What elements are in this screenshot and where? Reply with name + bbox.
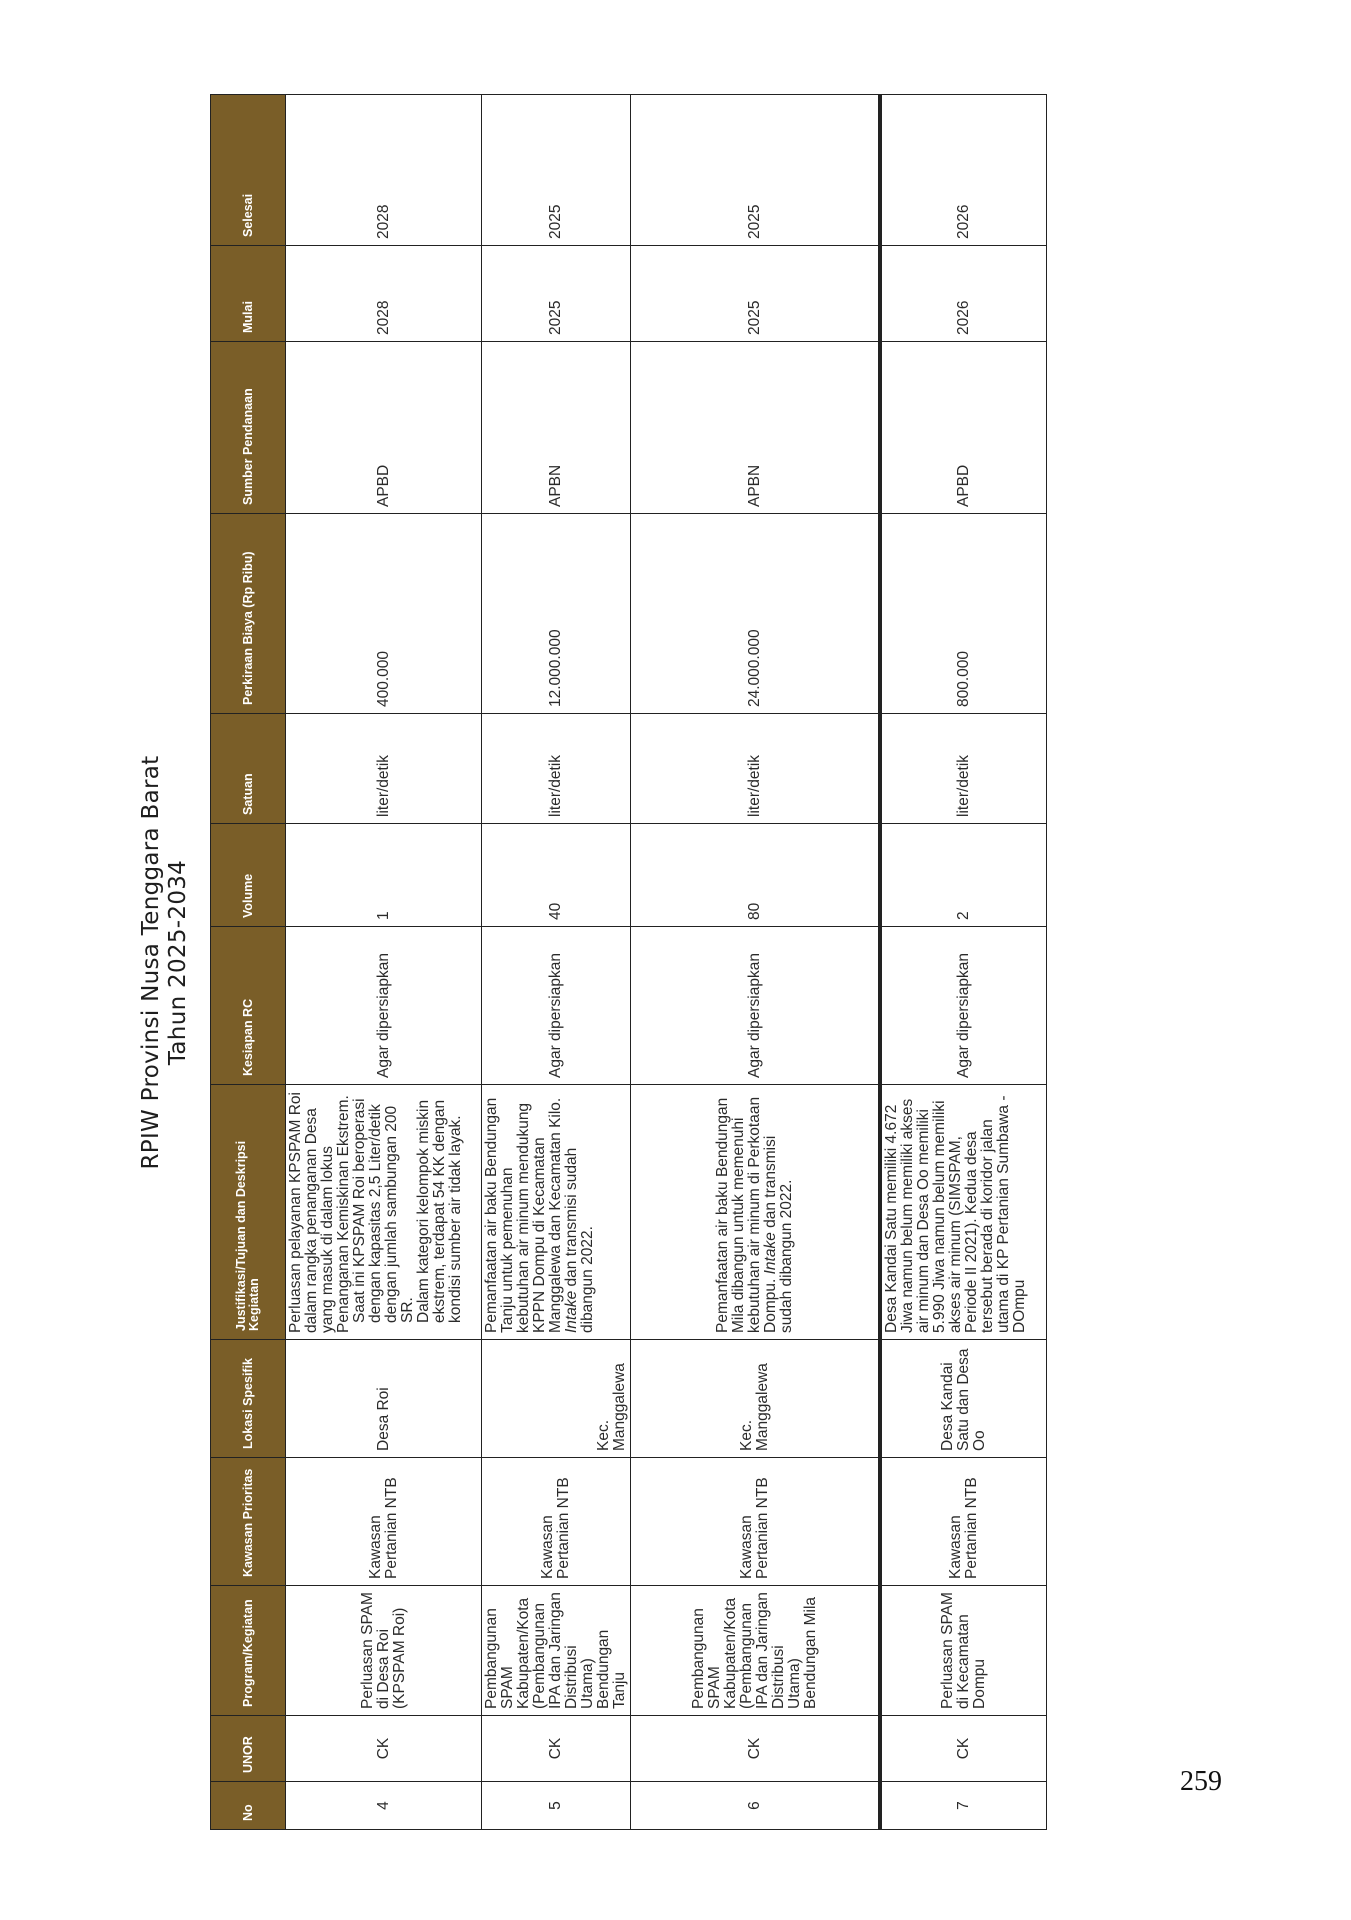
justifikasi-paragraph: Saat ini KPSPAM Roi beroperasi dengan kapasitas 2,5 Liter/detik dengan jumlah sambungan 200 SR. <box>351 1098 416 1323</box>
cell-satuan: liter/detik <box>286 714 482 824</box>
table-row <box>286 95 482 1830</box>
col-header-program: Program/Kegiatan <box>211 1586 286 1716</box>
cell-biaya: 800.000 <box>880 514 1047 714</box>
cell-lokasi: Desa Kandai Satu dan Desa Oo <box>880 1340 1047 1458</box>
cell-program: Pembangunan SPAM Kabupaten/Kota (Pembangunan IPA dan Jaringan Distribusi Utama) Bendungan Tanju <box>482 1586 631 1716</box>
col-header-volume: Volume <box>211 824 286 927</box>
cell-biaya: 24.000.000 <box>631 514 881 714</box>
cell-no: 5 <box>482 1782 631 1830</box>
program-table <box>210 94 1047 1830</box>
cell-justifikasi: Desa Kandai Satu memiliki 4.672 Jiwa namun belum memiliki akses air minum dan Desa Oo memiliki 5.990 Jiwa namun belum memiliki akses air minum (SIMSPAM, Periode II 2021). Kedua desa tersebut berada di koridor jalan utama di KP Pertanian Sumbawa - DOmpu <box>880 1085 1047 1340</box>
cell-sumber: APBN <box>631 342 881 514</box>
cell-kawasan: Kawasan Pertanian NTB <box>482 1458 631 1586</box>
header-line-1: RPIW Provinsi Nusa Tenggara Barat <box>138 755 164 1170</box>
cell-sumber: APBN <box>482 342 631 514</box>
rotated-page <box>138 95 1060 1830</box>
justifikasi-text: Pemanfaatan air baku Bendungan Mila dibangun untuk memenuhi kebutuhan air minum di Perkotaan Dompu. <box>713 1096 779 1333</box>
cell-mulai: 2026 <box>880 246 1047 342</box>
cell-justifikasi <box>482 1085 631 1340</box>
header-line-2: Tahun 2025-2034 <box>165 859 191 1066</box>
cell-biaya: 400.000 <box>286 514 482 714</box>
justifikasi-text: Pemanfaatan air baku Bendungan Tanju untuk pemenuhan kebutuhan air minum mendukung KPPN Dompu di Kecamatan Manggalewa dan Kecamatan Kilo. <box>483 1097 564 1333</box>
col-header-no: No <box>211 1782 286 1830</box>
justifikasi-paragraph: Perluasan pelayanan KPSPAM Roi dalam rangka penanganan Desa yang masuk di dalam lokus Penanganan Kemiskinan Ekstrem. <box>287 1092 352 1333</box>
cell-sumber: APBD <box>880 342 1047 514</box>
cell-unor: CK <box>482 1716 631 1782</box>
cell-volume: 1 <box>286 824 482 927</box>
col-header-satuan: Satuan <box>211 714 286 824</box>
cell-unor: CK <box>880 1716 1047 1782</box>
cell-kawasan: Kawasan Pertanian NTB <box>286 1458 482 1586</box>
table-row <box>880 95 1047 1830</box>
cell-kawasan: Kawasan Pertanian NTB <box>880 1458 1047 1586</box>
cell-mulai: 2025 <box>631 246 881 342</box>
cell-kawasan: Kawasan Pertanian NTB <box>631 1458 881 1586</box>
cell-kesiapan: Agar dipersiapkan <box>482 927 631 1085</box>
cell-unor: CK <box>286 1716 482 1782</box>
cell-biaya: 12.000.000 <box>482 514 631 714</box>
table-row <box>482 95 631 1830</box>
cell-selesai: 2025 <box>631 95 881 246</box>
cell-volume: 40 <box>482 824 631 927</box>
page-header <box>138 95 192 1830</box>
cell-selesai: 2025 <box>482 95 631 246</box>
justifikasi-text: dan transmisi sudah dibangun 2022. <box>761 1135 795 1333</box>
cell-program: Perluasan SPAM di Kecamatan Dompu <box>880 1586 1047 1716</box>
cell-kesiapan: Agar dipersiapkan <box>631 927 881 1085</box>
cell-selesai: 2028 <box>286 95 482 246</box>
cell-no: 7 <box>880 1782 1047 1830</box>
cell-satuan: liter/detik <box>482 714 631 824</box>
cell-lokasi: Kec. Manggalewa <box>631 1340 881 1458</box>
col-header-mulai: Mulai <box>211 246 286 342</box>
cell-volume: 80 <box>631 824 881 927</box>
cell-selesai: 2026 <box>880 95 1047 246</box>
col-header-sumber: Sumber Pendanaan <box>211 342 286 514</box>
cell-satuan: liter/detik <box>631 714 881 824</box>
col-header-selesai: Selesai <box>211 95 286 246</box>
cell-kesiapan: Agar dipersiapkan <box>880 927 1047 1085</box>
col-header-justifikasi: Justifikasi/Tujuan dan Deskripsi Kegiatan <box>211 1085 286 1340</box>
col-header-unor: UNOR <box>211 1716 286 1782</box>
table-header-row <box>211 95 286 1830</box>
justifikasi-italic: Intake <box>563 1290 580 1333</box>
cell-program: Pembangunan SPAM Kabupaten/Kota (Pembangunan IPA dan Jaringan Distribusi Utama) Bendungan Mila <box>631 1586 881 1716</box>
cell-unor: CK <box>631 1716 881 1782</box>
justifikasi-text: dan transmisi sudah dibangun 2022. <box>563 1147 596 1333</box>
page-number: 259 <box>1180 1766 1222 1797</box>
cell-lokasi: Desa Roi <box>286 1340 482 1458</box>
cell-justifikasi <box>631 1085 881 1340</box>
col-header-kesiapan: Kesiapan RC <box>211 927 286 1085</box>
col-header-lokasi: Lokasi Spesifik <box>211 1340 286 1458</box>
cell-program: Perluasan SPAM di Desa Roi (KPSPAM Roi) <box>286 1586 482 1716</box>
justifikasi-paragraph: Dalam kategori kelompok miskin ekstrem, terdapat 54 KK dengan kondisi sumber air tidak layak. <box>415 1099 464 1323</box>
col-header-biaya: Perkiraan Biaya (Rp Ribu) <box>211 514 286 714</box>
cell-satuan: liter/detik <box>880 714 1047 824</box>
col-header-kawasan: Kawasan Prioritas <box>211 1458 286 1586</box>
cell-sumber: APBD <box>286 342 482 514</box>
table-row <box>631 95 881 1830</box>
cell-justifikasi <box>286 1085 482 1340</box>
cell-no: 4 <box>286 1782 482 1830</box>
cell-mulai: 2025 <box>482 246 631 342</box>
cell-kesiapan: Agar dipersiapkan <box>286 927 482 1085</box>
justifikasi-italic: Intake <box>761 1232 779 1275</box>
cell-mulai: 2028 <box>286 246 482 342</box>
cell-no: 6 <box>631 1782 881 1830</box>
cell-lokasi: Kec. Manggalewa <box>482 1340 631 1458</box>
cell-volume: 2 <box>880 824 1047 927</box>
